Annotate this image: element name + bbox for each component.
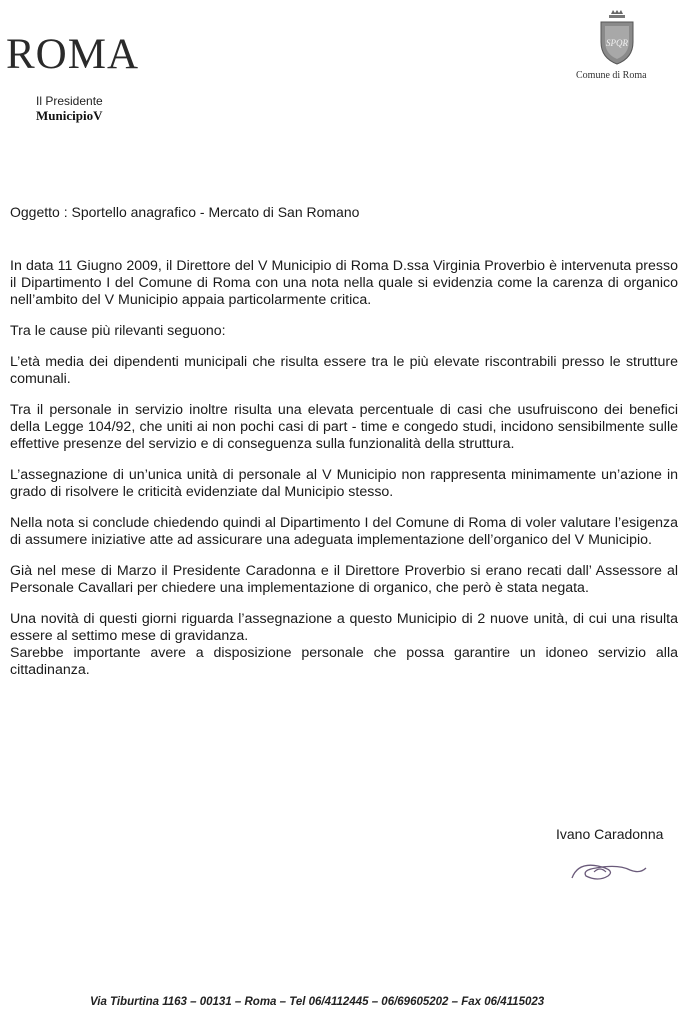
footer-address: Via Tiburtina 1163 – 00131 – Roma – Tel 06/4112445 – 06/69605202 – Fax 06/4115023 <box>90 996 545 1008</box>
municipio-label: MunicipioV <box>36 108 103 123</box>
handwritten-signature <box>568 852 650 888</box>
roma-logo: ROMA <box>6 31 140 78</box>
paragraph-4: Tra il personale in servizio inoltre risulta una elevata percentuale di casi che usufruiscono dei benefici della Legge 104/92, che uniti ai non pochi casi di part - time e congedo studi, incidono sensibilmente sulle effettive presenze del servizio e di conseguenza sulla funzionalità della struttura. <box>10 402 678 452</box>
paragraph-2: Tra le cause più rilevanti seguono: <box>10 323 226 339</box>
paragraph-9: Sarebbe importante avere a disposizione personale che possa garantire un idoneo servizio alla cittadinanza. <box>10 645 678 678</box>
signer-name: Ivano Caradonna <box>556 826 664 842</box>
comune-di-roma-crest-icon <box>597 8 637 68</box>
paragraph-7: Già nel mese di Marzo il Presidente Caradonna e il Direttore Proverbio si erano recati dall’ Assessore al Personale Cavallari per chiedere una implementazione di organico, che però è stata negata. <box>10 563 678 596</box>
paragraph-3: L’età media dei dipendenti municipali che risulta essere tra le più elevate riscontrabili presso le strutture comunali. <box>10 354 678 387</box>
letter-subject: Oggetto : Sportello anagrafico - Mercato di San Romano <box>10 204 360 220</box>
paragraph-5: L’assegnazione di un’unica unità di personale al V Municipio non rappresenta minimamente un’azione in grado di risolvere le criticità evidenziate dal Municipio stesso. <box>10 467 678 500</box>
paragraph-8: Una novità di questi giorni riguarda l’assegnazione a questo Municipio di 2 nuove unità, di cui una risulta essere al settimo mese di gravidanza. <box>10 611 678 644</box>
comune-label: Comune di Roma <box>576 70 647 81</box>
paragraph-6: Nella nota si conclude chiedendo quindi al Dipartimento I del Comune di Roma di voler valutare l’esigenza di assumere iniziative atte ad assicurare una adeguata implementazione dell’organico del V Municipio. <box>10 515 678 548</box>
letter-body <box>10 258 678 693</box>
paragraph-1: In data 11 Giugno 2009, il Direttore del V Municipio di Roma D.ssa Virginia Proverbio è intervenuta presso il Dipartimento I del Comune di Roma con una nota nella quale si evidenzia come la carenza di organico nell’ambito del V Municipio appaia particolarmente critica. <box>10 258 678 308</box>
svg-text:SPQR: SPQR <box>606 38 628 48</box>
presidente-label: Il Presidente <box>36 94 103 108</box>
